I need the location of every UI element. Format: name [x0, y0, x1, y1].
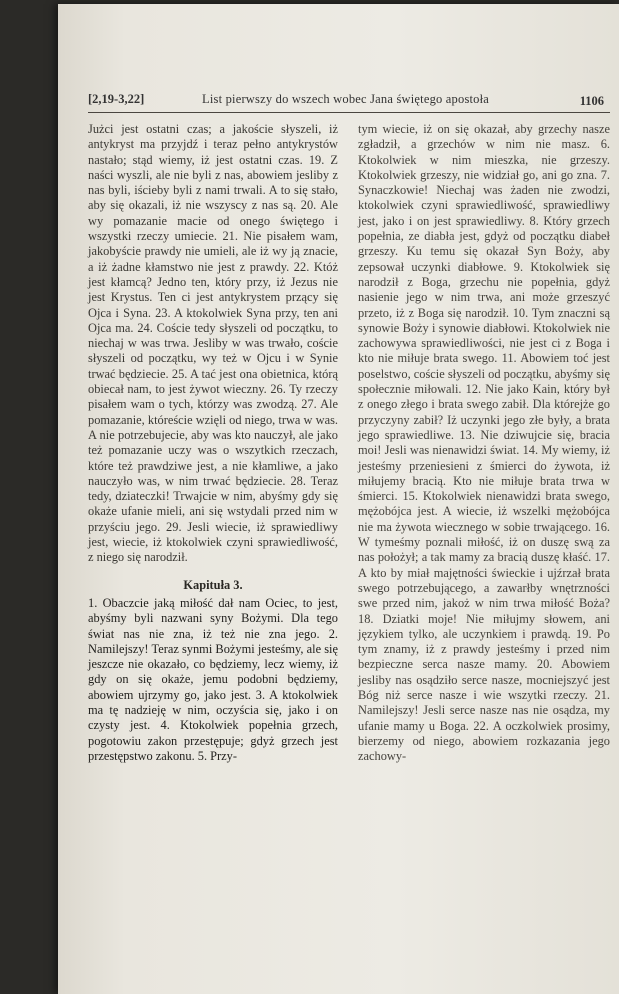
chapter-heading: Kapituła 3. — [183, 577, 243, 592]
page-number: 1106 — [579, 94, 604, 108]
chapter-verse-reference: [2,19-3,22] — [88, 92, 145, 106]
left-text-column — [88, 122, 338, 764]
paragraph-chapter-3-start: 1. Obaczcie jaką miłość dał nam Ociec, to jest, abyśmy byli nazwani syny Bożymi. Dla tego świat nas nie zna, iż też nie zna jego. 2. Namilejszy! Teraz synmi Bożymi jesteśmy, ale się jeszcze nie okazało, co będziemy, lecz wiemy, iż gdy on się okaże, jemu podobni będziemy, abowiem ujrzymy go, jako jest. 3. A ktokolwiek ma tę nadzieję w nim, oczyścia się, jako i on czysty jest. 4. Ktokolwiek popełnia grzech, pogotowiu zakon przestępuje; gdyż grzech jest przestępstwo zakonu. 5. Przy- — [88, 595, 338, 763]
running-header — [88, 88, 610, 113]
paragraph-chapter-3-continued: tym wiecie, iż on się okazał, aby grzechy nasze zgładził, a grzechów w nim nie masz. 6. Ktokolwiek w nim mieszka, nie grzeszy. Ktokolwiek grzeszy, nie widział go, ani go zna. 7. Synaczkowie! Niechaj was żaden nie zwodzi, ktokolwiek czyni sprawiedliwość, sprawiedliwy jest, jako i on jest sprawiedliwy. 8. Który grzech popełnia, ze diabła jest, gdyż od początku diabeł grzeszy. Ku temu się okazał Syn Boży, aby zepsował uczynki diabłowe. 9. Ktokolwiek się narodził z Boga, grzechu nie popełnia, gdyż nasienie jego w nim trwa, ani może grzeszyć przeto, iż z Boga się narodził. 10. Tym znaczni są synowie Boży i synowie diabłowi. Ktokolwiek nie zachowywa sprawiedliwości, nie jest ci z Boga i kto nie miłuje brata swego. 11. Abowiem toć jest poselstwo, coście słyszeli od początku, abyśmy się społecznie miłowali. 12. Nie jako Kain, który był z onego złego i brata swego zabił. Dla którejże go przyczyny zabił? Iż uczynki jego złe były, a brata jego sprawiedliwe. 13. Nie dziwujcie się, bracia moi! Jesli was nienawidzi świat. 14. My wiemy, iż jesteśmy przeniesieni z śmierci do żywota, iż miłujemy bracią. Kto nie miłuje brata trwa w śmierci. 15. Ktokolwiek nienawidzi brata swego, mężobójca jest. A wiecie, iż wszelki mężobójca nie ma żywota wiecznego w sobie trwającego. 16. W tymeśmy poznali miłość, iż on duszę swą za nas położył; a tak mamy za bracią duszę kłaść. 17. A kto by miał majętności świeckie i ujźrzał brata swego potrzebującego, a zawarłby wnętrzności swe przed nim, jakoż w nim trwa miłość Boża? 18. Dziatki moje! Nie miłujmy słowem, ani językiem tylko, ale uczynkiem i prawdą. 19. Po tym znamy, iż z prawdy jesteśmy i przed nim bezpieczne serca nasze mamy. 20. Abowiem jesliby nas osądziło serce nasze, mocniejszyć jest Bóg niż serce nasze i wie wszytki rzeczy. 21. Namilejszy! Jesli serce nasze nas nie osądza, my ufanie mamy u Boga. 22. A oczkolwiek prosimy, bierzemy od niego, abowiem rozkazania jego zachowy- — [358, 122, 610, 764]
book-page — [58, 4, 619, 994]
right-text-column — [358, 122, 610, 764]
paragraph-chapter-2-end: Jużci jest ostatni czas; a jakoście słyszeli, iż antykryst ma przyjdź i teraz pełno antykrystów nastało; stąd wiemy, iż jest ostatni czas. 19. Z naści wyszli, ale nie byli z nas, abowiem jesliby z nas byli, iścieby byli z nami trwali. A to się stało, aby się okazali, iż nie wszyscy z nas są. 20. Ale wy pomazanie macie od onego świętego i wszystki rzeczy umiecie. 21. Nie pisałem wam, jakobyście prawdy nie umieli, ale iż wy ją znacie, a iż żadne kłamstwo nie jest z prawdy. 22. Któż jest kłamcą? Jedno ten, który przy, iż Jezus nie jest Krystus. Ten ci jest antykrystem przący się Ojca i Syna. 23. A ktokolwiek Syna przy, ten ani Ojca ma. 24. Coście tedy słyszeli od początku, to niechaj w was trwa. Jesliby w was trwało, coście słyszeli od początku, wy też w Ojcu i w Synie trwać będziecie. 25. A tać jest ona obietnica, którą obiecał nam, to jest żywot wieczny. 26. Ty rzeczy pisałem wam o tych, którzy was zwodzą. 27. Ale pomazanie, któreście wzięli od niego, trwa w was. A nie potrzebujecie, aby was kto nauczył, ale jako też pomazanie uczy was o wszytkich rzeczach, które też prawdziwe jest, a nie kłamliwe, a jako nauczyło was, w nim trwać będziecie. 28. Teraz tedy, dziateczki! Trwajcie w nim, abyśmy gdy się okaże ufanie mieli, ani się wstydali przed nim w przyściu jego. 29. Jesli wiecie, iż sprawiedliwy jest, wiecie, iż ktokolwiek czyni sprawiedliwość, z niego się narodził. — [88, 122, 338, 565]
running-title: List pierwszy do wszech wobec Jana świętego apostoła — [202, 92, 490, 106]
